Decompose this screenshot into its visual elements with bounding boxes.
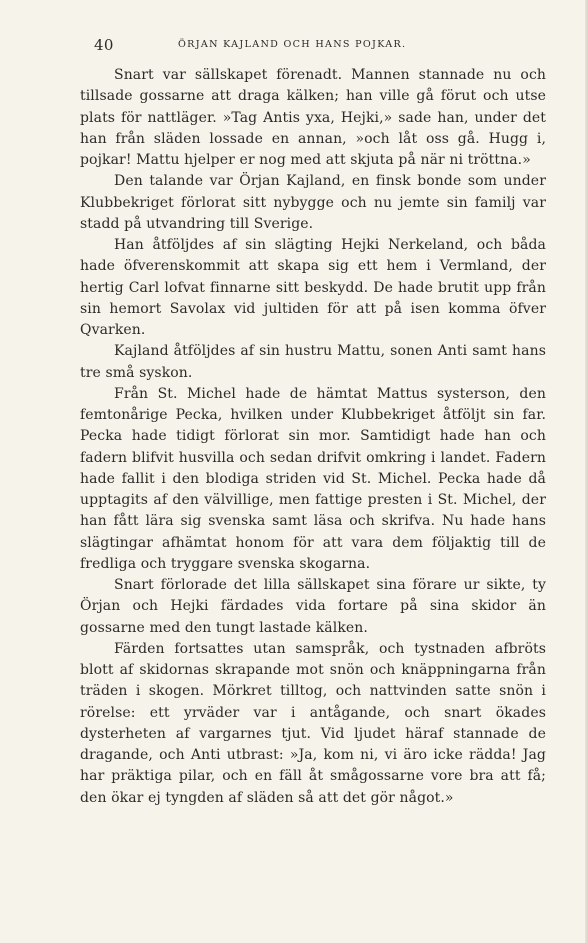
paragraph: Färden fortsattes utan samspråk, och tystnaden afbröts blott af skidornas skrapande mot snön och knäppningarna från träden i skogen. Mörkret tilltog, och nattvinden satte snön i rörelse: ett yrväder var i antågande, och snart ökades dysterheten af vargarnes tjut. Vid ljudet häraf stannade de dragande, och Anti utbrast: »Ja, kom ni, vi äro icke rädda! Jag har präktiga pilar, och en fäll åt smågossarne vore bra att få; den ökar ej tyngden af släden så att det gör något.» [80, 640, 546, 806]
running-head [80, 36, 546, 54]
paragraph: Kajland åtföljdes af sin hustru Mattu, sonen Anti samt hans tre små syskon. [80, 343, 546, 381]
body-text [80, 65, 546, 809]
paragraph: Snart var sällskapet förenadt. Mannen stannade nu och tillsade gossarne att draga kälken; han ville gå förut och utse plats för nattläger. »Tag Antis yxa, Hejki,» sade han, under det han från släden lossade en annan, »och låt oss gå. Hugg i, pojkar! Mattu hjelper er nog med att skjuta på när ni tröttna.» [80, 67, 546, 168]
page-number: 40 [94, 36, 114, 54]
paragraph: Den talande var Örjan Kajland, en finsk bonde som under Klubbekriget förlorat sitt nybygge och nu jemte sin familj var stadd på utvandring till Sverige. [80, 173, 546, 232]
paragraph: Han åtföljdes af sin slägting Hejki Nerkeland, och båda hade öfverenskommit att skapa sig ett hem i Vermland, der hertig Carl lofvat finnarne sitt beskydd. De hade brutit upp från sin hemort Savolax vid jultiden för att på isen komma öfver Qvarken. [80, 237, 546, 338]
paragraph: Snart förlorade det lilla sällskapet sina förare ur sikte, ty Örjan och Hejki färdades vida fortare på sina skidor än gossarne med den tungt lastade kälken. [80, 577, 546, 636]
paragraph: Från St. Michel hade de hämtat Mattus systerson, den femtonårige Pecka, hvilken under Klubbekriget åtföljt sin far. Pecka hade tidigt förlorat sin mor. Samtidigt hade han och fadern blifvit husvilla och sedan drifvit omkring i landet. Fadern hade fallit i den blodiga striden vid St. Michel. Pecka hade då upptagits af den välvillige, men fattige presten i St. Michel, der han fått lära sig svenska samt läsa och skrifva. Nu hade hans slägtingar afhämtat honom för att vara dem följaktig till de fredliga och tryggare svenska skogarna. [80, 385, 546, 572]
running-title: ÖRJAN KAJLAND OCH HANS POJKAR. [178, 39, 407, 50]
